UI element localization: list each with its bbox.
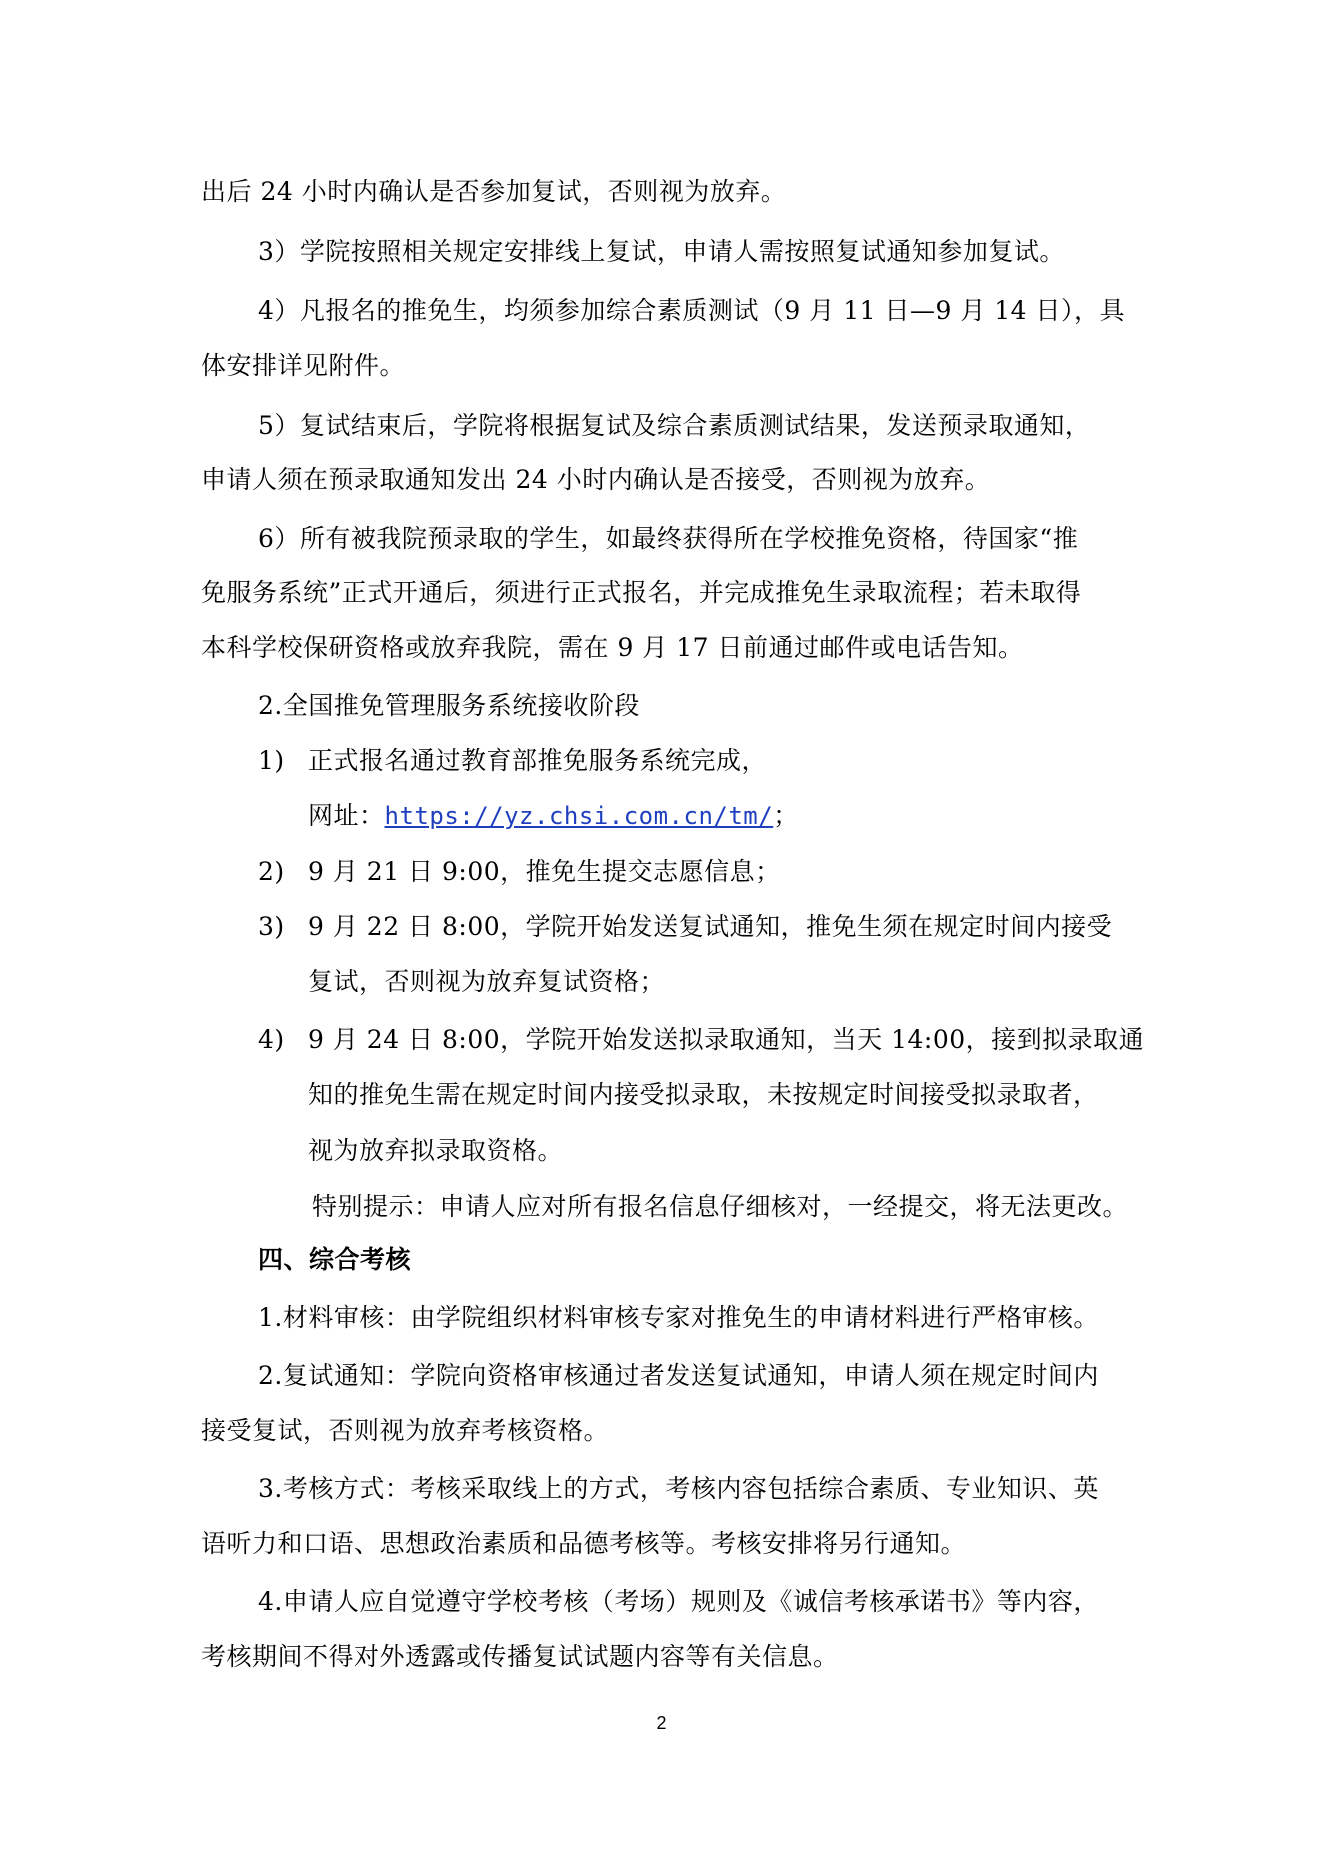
list-item-continuation: 知的推免生需在规定时间内接受拟录取，未按规定时间接受拟录取者， [308,1080,1099,1109]
paragraph-line: 体安排详见附件。 [201,351,406,380]
url-line [308,800,799,832]
paragraph-line: 出后 24 小时内确认是否参加复试，否则视为放弃。 [201,177,787,206]
list-item-text: 9 月 24 日 8:00，学院开始发送拟录取通知，当天 14:00，接到拟录取通 [308,1025,1145,1054]
paragraph-line: 申请人须在预录取通知发出 24 小时内确认是否接受，否则视为放弃。 [201,465,991,494]
url-end: ； [773,801,799,830]
paragraph-line: 5）复试结束后，学院将根据复试及综合素质测试结果，发送预录取通知， [258,411,1091,440]
paragraph-line: 4.申请人应自觉遵守学校考核（考场）规则及《诚信考核承诺书》等内容， [258,1587,1099,1616]
paragraph-line: 4）凡报名的推免生，均须参加综合素质测试（9 月 11 日—9 月 14 日），具 [258,296,1126,325]
list-item [258,911,1112,943]
list-item-text: 9 月 22 日 8:00，学院开始发送复试通知，推免生须在规定时间内接受 [308,912,1113,941]
paragraph-line: 2.复试通知：学院向资格审核通过者发送复试通知，申请人须在规定时间内 [258,1361,1099,1390]
paragraph-line: 本科学校保研资格或放弃我院，需在 9 月 17 日前通过邮件或电话告知。 [201,633,1024,662]
list-item-continuation: 复试，否则视为放弃复试资格； [308,967,666,996]
special-note: 特别提示：申请人应对所有报名信息仔细核对，一经提交，将无法更改。 [312,1192,1129,1221]
list-number: 4) [258,1025,285,1054]
list-item-continuation: 视为放弃拟录取资格。 [308,1136,564,1165]
list-number: 2) [258,857,285,886]
page-number: 2 [656,1713,667,1733]
list-item [258,856,781,888]
paragraph-line: 接受复试，否则视为放弃考核资格。 [201,1416,610,1445]
section-subheading: 2.全国推免管理服务系统接收阶段 [258,691,640,720]
paragraph-line: 6）所有被我院预录取的学生，如最终获得所在学校推免资格，待国家“推 [258,524,1079,553]
list-number: 3) [258,912,285,941]
chsi-link[interactable]: https://yz.chsi.com.cn/tm/ [384,802,774,830]
paragraph-line: 免服务系统”正式开通后，须进行正式报名，并完成推免生录取流程；若未取得 [201,578,1082,607]
list-item [258,745,767,777]
paragraph-line: 1.材料审核：由学院组织材料审核专家对推免生的申请材料进行严格审核。 [258,1303,1099,1332]
paragraph-line: 3.考核方式：考核采取线上的方式，考核内容包括综合素质、专业知识、英 [258,1474,1099,1503]
url-label: 网址： [308,801,385,830]
section-heading: 四、综合考核 [258,1245,412,1274]
paragraph-line: 考核期间不得对外透露或传播复试试题内容等有关信息。 [201,1642,839,1671]
list-item-text: 正式报名通过教育部推免服务系统完成， [308,746,768,775]
list-item [258,1024,1144,1056]
paragraph-line: 3）学院按照相关规定安排线上复试，申请人需按照复试通知参加复试。 [258,237,1065,266]
list-item-text: 9 月 21 日 9:00，推免生提交志愿信息； [308,857,781,886]
paragraph-line: 语听力和口语、思想政治素质和品德考核等。考核安排将另行通知。 [201,1529,967,1558]
list-number: 1) [258,746,285,775]
